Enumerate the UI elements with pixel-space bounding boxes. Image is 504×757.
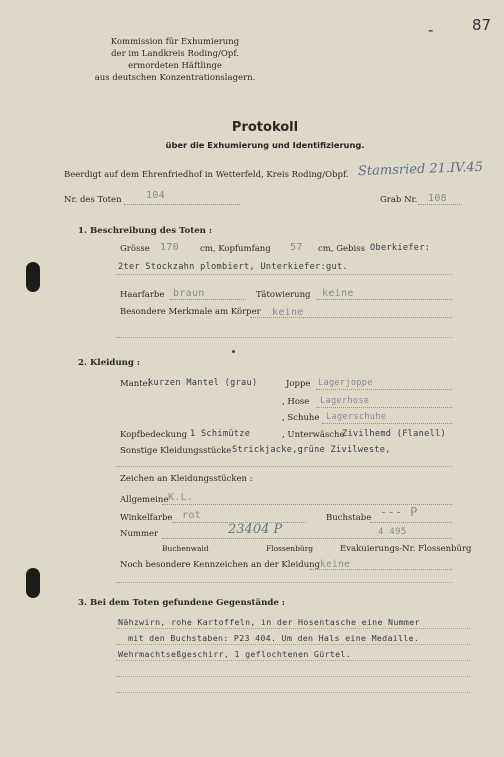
kennzeichen-label: Noch besondere Kennzeichen an der Kleidung — [120, 560, 321, 570]
unterwaesche-label: , Unterwäsche — [282, 430, 345, 440]
marker-dot — [232, 350, 235, 353]
punch-hole-bottom — [26, 568, 40, 598]
nummer-label: Nummer — [120, 529, 159, 539]
punch-hole-top — [26, 262, 40, 292]
joppe-label: Joppe — [286, 379, 311, 389]
groesse-value: 170 — [160, 242, 179, 253]
merkmale-value: keine — [272, 307, 304, 318]
unterwaesche-value: Zivilhemd (Flanell) — [342, 429, 447, 439]
mantel-label: Mantel — [120, 379, 151, 389]
schuhe-value: Lagerschuhe — [326, 412, 387, 422]
joppe-value: Lagerjoppe — [318, 378, 373, 388]
nr-toten-value: 104 — [146, 190, 165, 201]
groesse-label: Grösse — [120, 244, 150, 254]
hose-label: , Hose — [282, 397, 310, 407]
nummer-value: 23404 P — [228, 522, 283, 537]
section1-heading: 1. Beschreibung des Toten : — [78, 226, 213, 236]
grab-nr-value: 108 — [428, 193, 447, 204]
kopfbedeckung-label: Kopfbedeckung — [120, 430, 188, 440]
schuhe-line — [322, 423, 452, 424]
haarfarbe-line — [170, 299, 246, 300]
buchenwald-label: Buchenwald — [162, 544, 209, 553]
section3-heading: 3. Bei dem Toten gefundene Gegenstände : — [78, 598, 285, 608]
header-line-2: der im Landkreis Roding/Opf. — [111, 49, 239, 59]
nummer-line — [162, 538, 452, 539]
grab-nr-label: Grab Nr. — [380, 195, 418, 205]
haarfarbe-label: Haarfarbe — [120, 290, 165, 300]
taetowierung-value: keine — [322, 288, 354, 299]
haarfarbe-value: braun — [173, 288, 205, 299]
section3-rule-1 — [116, 628, 470, 629]
section1-rule-1 — [116, 274, 452, 275]
gebiss-label: cm, Gebiss — [318, 244, 365, 254]
section3-rule-2 — [116, 644, 470, 645]
gebiss-value: Oberkiefer: — [370, 243, 431, 253]
hose-line — [316, 407, 452, 408]
section3-rule-4 — [116, 676, 470, 677]
header-line-4: aus deutschen Konzentrationslagern. — [94, 73, 256, 83]
header-line-1: Kommission für Exhumierung — [110, 37, 240, 47]
allgemeine-value: K.L. — [168, 492, 194, 503]
burial-label: Beerdigt auf dem Ehrenfriedhof in Wetterfeld, Kreis Roding/Obpf. — [64, 170, 349, 180]
winkelfarbe-label: Winkelfarbe — [120, 513, 173, 523]
flossenbuerg-label: Flossenbürg — [266, 544, 314, 553]
section1-rule-2 — [116, 337, 452, 338]
merkmale-line — [250, 317, 452, 318]
kopfumfang-value: 57 — [290, 242, 303, 253]
taetowierung-label: Tätowierung — [256, 290, 311, 300]
merkmale-label: Besondere Merkmale am Körper — [120, 307, 261, 317]
kennzeichen-line — [310, 569, 452, 570]
buchstabe-line — [370, 522, 452, 523]
section3-rule-5 — [116, 692, 470, 693]
page-subtitle: über die Exhumierung und Identifizierung. — [165, 140, 365, 150]
section2-rule-2 — [116, 582, 452, 583]
burial-handwritten: Stamsried 21.IV.45 — [357, 159, 484, 180]
gegenstaende-line-3: Wehrmachtseßgeschirr, 1 geflochtenen Gürtel. — [118, 649, 351, 659]
page-number: 87 — [472, 16, 492, 34]
kopfbedeckung-value: 1 Schimütze — [190, 429, 251, 439]
section3-rule-3 — [116, 660, 470, 661]
joppe-line — [316, 389, 452, 390]
hose-value: Lagerhose — [320, 396, 370, 406]
header-line-3: ermordeten Häftlinge — [128, 61, 222, 71]
grab-nr-line — [418, 204, 462, 205]
gebiss-line2: 2ter Stockzahn plombiert, Unterkiefer:gut. — [118, 262, 348, 272]
allgemeine-label: Allgemeine — [120, 495, 169, 505]
mantel-value: kurzen Mantel (grau) — [148, 378, 258, 388]
page-title: Protokoll — [231, 120, 299, 135]
nr-toten-line — [124, 204, 240, 205]
taetowierung-line — [316, 299, 452, 300]
evakuierung-label: Evakuierungs-Nr. Flossenbürg — [340, 544, 472, 554]
nr-toten-label: Nr. des Toten — [64, 195, 122, 205]
section2-rule-1 — [116, 466, 452, 467]
kennzeichen-value: keine — [320, 559, 351, 570]
schuhe-label: , Schuhe — [282, 413, 320, 423]
gegenstaende-line-2: mit den Buchstaben: P23 404. Um den Hals eine Medaille. — [128, 633, 420, 643]
kopfumfang-label: cm, Kopfumfang — [200, 244, 271, 254]
winkelfarbe-value: rot — [182, 510, 201, 521]
zeichen-label: Zeichen an Kleidungsstücken : — [120, 474, 253, 484]
sonstige-value: Strickjacke,grüne Zivilweste, — [232, 445, 391, 455]
nummer-value-2: 4 495 — [378, 527, 407, 537]
gegenstaende-line-1: Nähzwirn, rohe Kartoffeln, in der Hosentasche eine Nummer — [118, 617, 420, 627]
buchstabe-value: --- P — [380, 505, 418, 519]
sonstige-label: Sonstige Kleidungsstücke — [120, 446, 232, 456]
corner-mark: - — [428, 20, 434, 39]
buchstabe-label: Buchstabe — [326, 513, 372, 523]
section2-heading: 2. Kleidung : — [78, 358, 141, 368]
